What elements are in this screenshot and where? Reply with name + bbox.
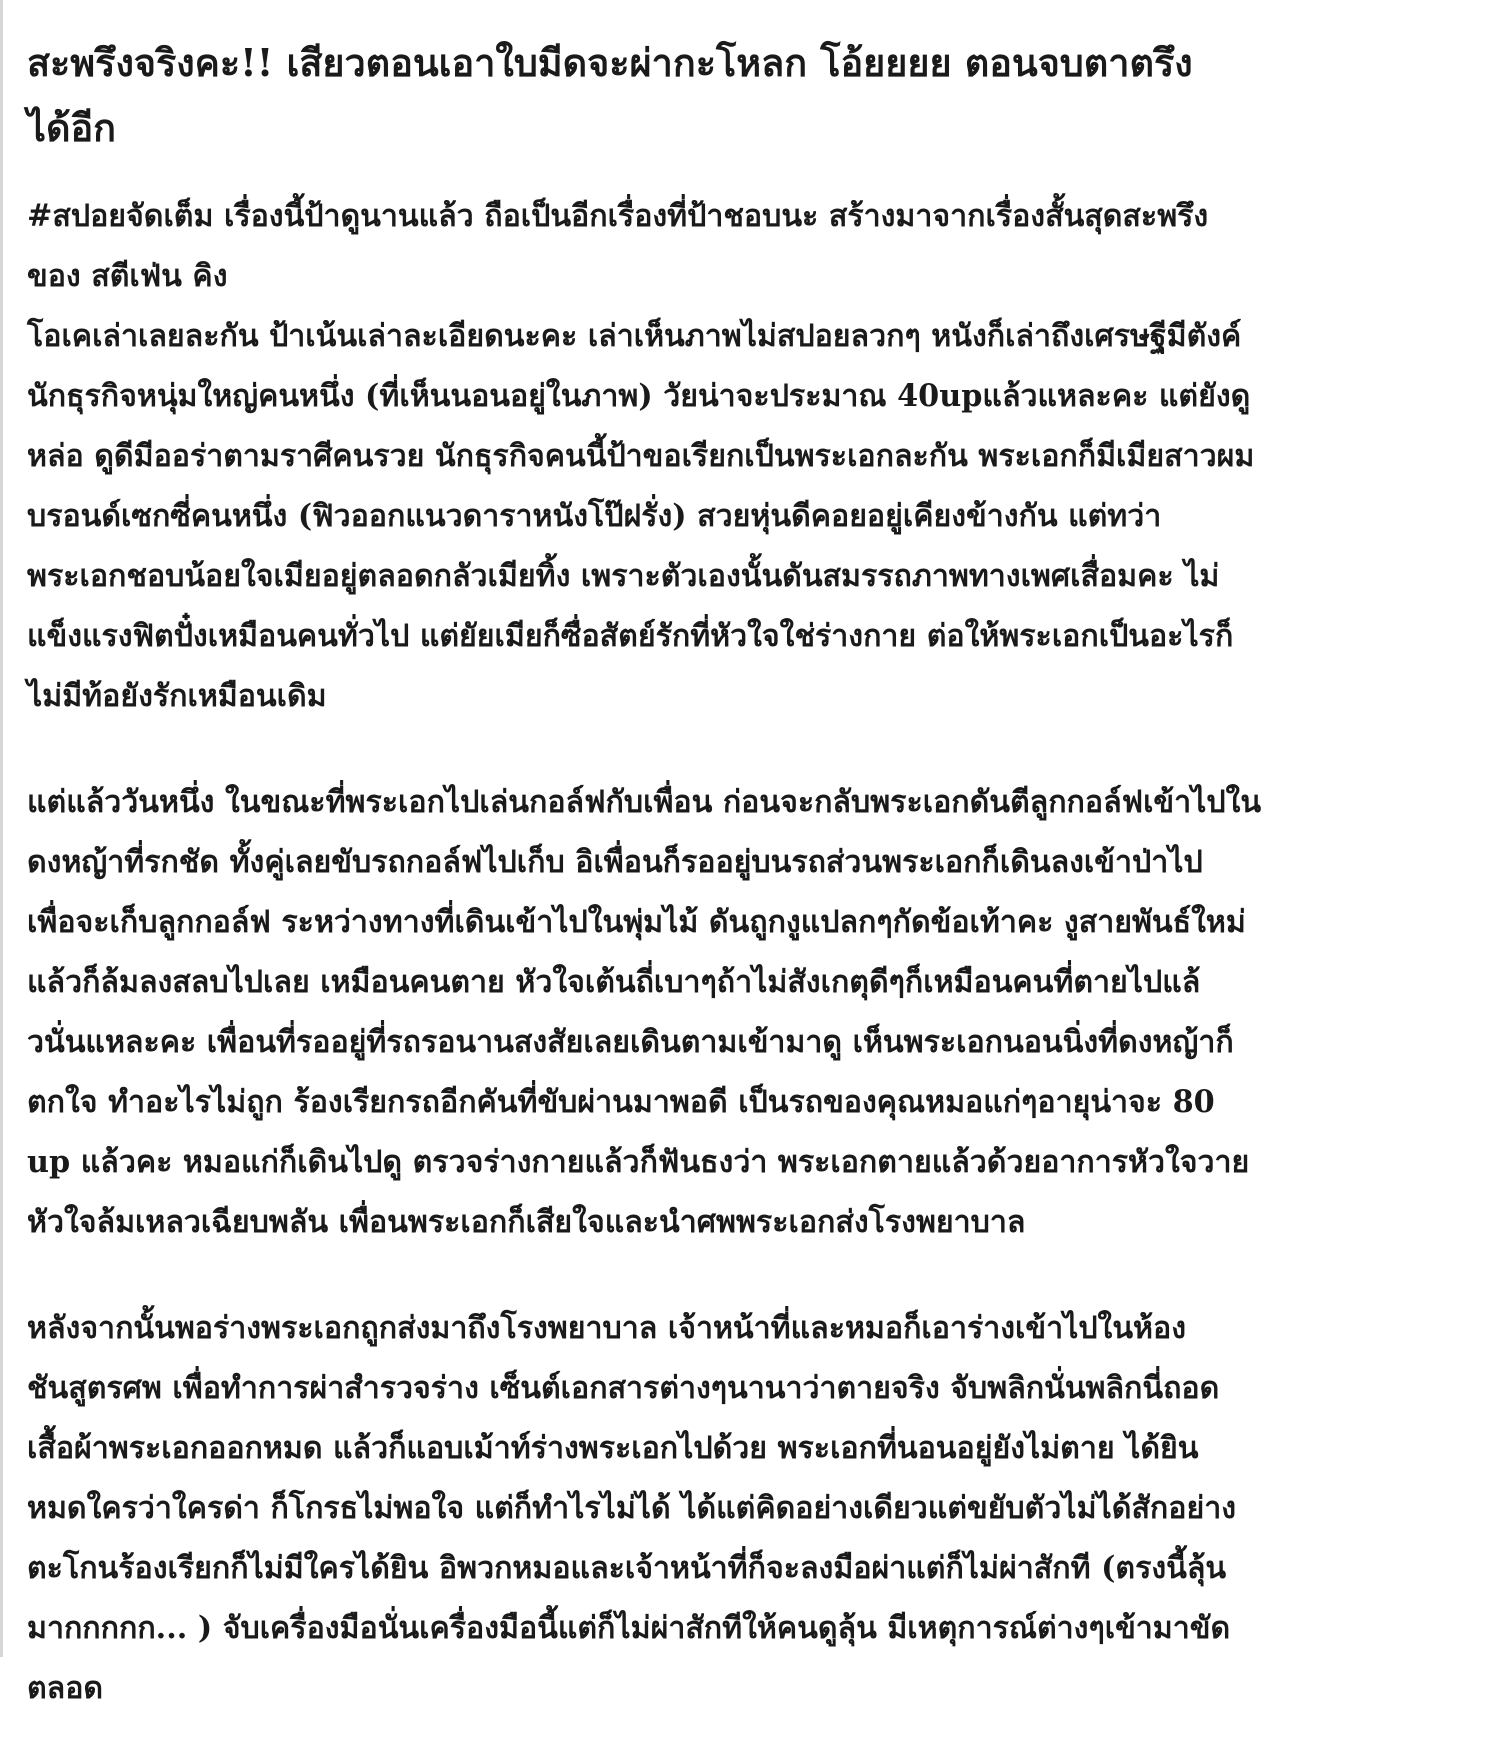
paragraph-line: มากกกกก... ) จับเครื่องมือนั่นเครื่องมือนี้แต่ก็ไม่ผ่าสักทีให้คนดูลุ้น มีเหตุการณ์ต่างๆเข้ามาขัด: [27, 1610, 1231, 1646]
paragraph-line: ตะโกนร้องเรียกก็ไม่มีใครได้ยิน อิพวกหมอและเจ้าหน้าที่ก็จะลงมือผ่าแต่ก็ไม่ผ่าสักที (ตรงนี้ลุ้น: [27, 1550, 1227, 1586]
post-paragraph-golf: [27, 772, 1467, 1252]
post-content: [27, 30, 1467, 1764]
paragraph-line: ชันสูตรศพ เพื่อทำการผ่าสำรวจร่าง เซ็นต์เอกสารต่างๆนานาว่าตายจริง จับพลิกนั่นพลิกนี่ถอด: [27, 1370, 1220, 1406]
paragraph-line: วนั่นแหละคะ เพื่อนที่รออยู่ที่รถรอนานสงสัยเลยเดินตามเข้ามาดู เห็นพระเอกนอนนิ่งที่ดงหญ้าก็: [27, 1024, 1234, 1060]
paragraph-line: โอเคเล่าเลยละกัน ป้าเน้นเล่าละเอียดนะคะ เล่าเห็นภาพไม่สปอยลวกๆ หนังก็เล่าถึงเศรษฐีมีตังค์: [27, 318, 1242, 354]
post-title: [27, 30, 1467, 160]
paragraph-line: พระเอกชอบน้อยใจเมียอยู่ตลอดกลัวเมียทิ้ง เพราะตัวเองนั้นดันสมรรถภาพทางเพศเสื่อมคะ ไม่: [27, 558, 1220, 594]
paragraph-line: แข็งแรงฟิตปั๋งเหมือนคนทั่วไป แต่ยัยเมียก็ซื่อสัตย์รักที่หัวใจใช่ร่างกาย ต่อให้พระเอกเป็นอะไรก็: [27, 618, 1234, 654]
paragraph-line: แต่แล้ววันหนึ่ง ในขณะที่พระเอกไปเล่นกอล์ฟกับเพื่อน ก่อนจะกลับพระเอกดันตีลูกกอล์ฟเข้าไปใน: [27, 784, 1262, 820]
paragraph-line: หล่อ ดูดีมีออร่าตามราศีคนรวย นักธุรกิจคนนี้ป้าขอเรียกเป็นพระเอกละกัน พระเอกก็มีเมียสาวผม: [27, 438, 1255, 474]
post-title-line: ได้อีก: [27, 105, 117, 150]
paragraph-line: หัวใจล้มเหลวเฉียบพลัน เพื่อนพระเอกก็เสียใจและนำศพพระเอกส่งโรงพยาบาล: [27, 1204, 1026, 1240]
paragraph-line: ของ สตีเฟ่น คิง: [27, 258, 228, 294]
paragraph-line: up แล้วคะ หมอแก่ก็เดินไปดู ตรวจร่างกายแล้วก็ฟันธงว่า พระเอกตายแล้วด้วยอาการหัวใจวาย: [27, 1144, 1250, 1180]
paragraph-line: ไม่มีท้อยังรักเหมือนเดิม: [27, 678, 327, 714]
paragraph-line: แล้วก็ล้มลงสลบไปเลย เหมือนคนตาย หัวใจเต้นถี่เบาๆถ้าไม่สังเกตุดีๆก็เหมือนคนที่ตายไปแล้: [27, 964, 1201, 1000]
paragraph-line: ตกใจ ทำอะไรไม่ถูก ร้องเรียกรถอีกคันที่ขับผ่านมาพอดี เป็นรถของคุณหมอแก่ๆอายุน่าจะ 80: [27, 1084, 1215, 1120]
paragraph-line: หลังจากนั้นพอร่างพระเอกถูกส่งมาถึงโรงพยาบาล เจ้าหน้าที่และหมอก็เอาร่างเข้าไปในห้อง: [27, 1310, 1187, 1346]
paragraph-line: นักธุรกิจหนุ่มใหญ่คนหนึ่ง (ที่เห็นนอนอยู่ในภาพ) วัยน่าจะประมาณ 40upแล้วแหละคะ แต่ยังดู: [27, 378, 1251, 414]
paragraph-line: บรอนด์เซกซี่คนหนึ่ง (ฟิวออกแนวดาราหนังโป๊ฝรั่ง) สวยหุ่นดีคอยอยู่เคียงข้างกัน แต่ทว่า: [27, 498, 1162, 534]
paragraph-line: เสื้อผ้าพระเอกออกหมด แล้วก็แอบเม้าท์ร่างพระเอกไปด้วย พระเอกที่นอนอยู่ยังไม่ตาย ได้ยิน: [27, 1430, 1199, 1466]
post-paragraph-hospital: [27, 1298, 1467, 1718]
paragraph-line: หมดใครว่าใครด่า ก็โกรธไม่พอใจ แต่ก็ทำไรไม่ได้ ได้แต่คิดอย่างเดียวแต่ขยับตัวไม่ได้สักอย่าง: [27, 1490, 1237, 1526]
post-paragraph-intro: [27, 186, 1467, 726]
paragraph-line: เพื่อจะเก็บลูกกอล์ฟ ระหว่างทางที่เดินเข้าไปในพุ่มไม้ ดันถูกงูแปลกๆกัดข้อเท้าคะ งูสายพันธ์ใหม่: [27, 904, 1246, 940]
paragraph-line: #สปอยจัดเต็ม เรื่องนี้ป้าดูนานแล้ว ถือเป็นอีกเรื่องที่ป้าชอบนะ สร้างมาจากเรื่องสั้นสุดสะพรึง: [27, 198, 1209, 234]
post-title-line: สะพรึงจริงคะ!! เสียวตอนเอาใบมีดจะผ่ากะโหลก โอ้ยยยย ตอนจบตาตรึง: [27, 40, 1193, 85]
paragraph-line: ตลอด: [27, 1670, 104, 1706]
paragraph-line: ดงหญ้าที่รกชัด ทั้งคู่เลยขับรถกอล์ฟไปเก็บ อิเพื่อนก็รออยู่บนรถส่วนพระเอกก็เดินลงเข้าป่าไป: [27, 844, 1203, 880]
